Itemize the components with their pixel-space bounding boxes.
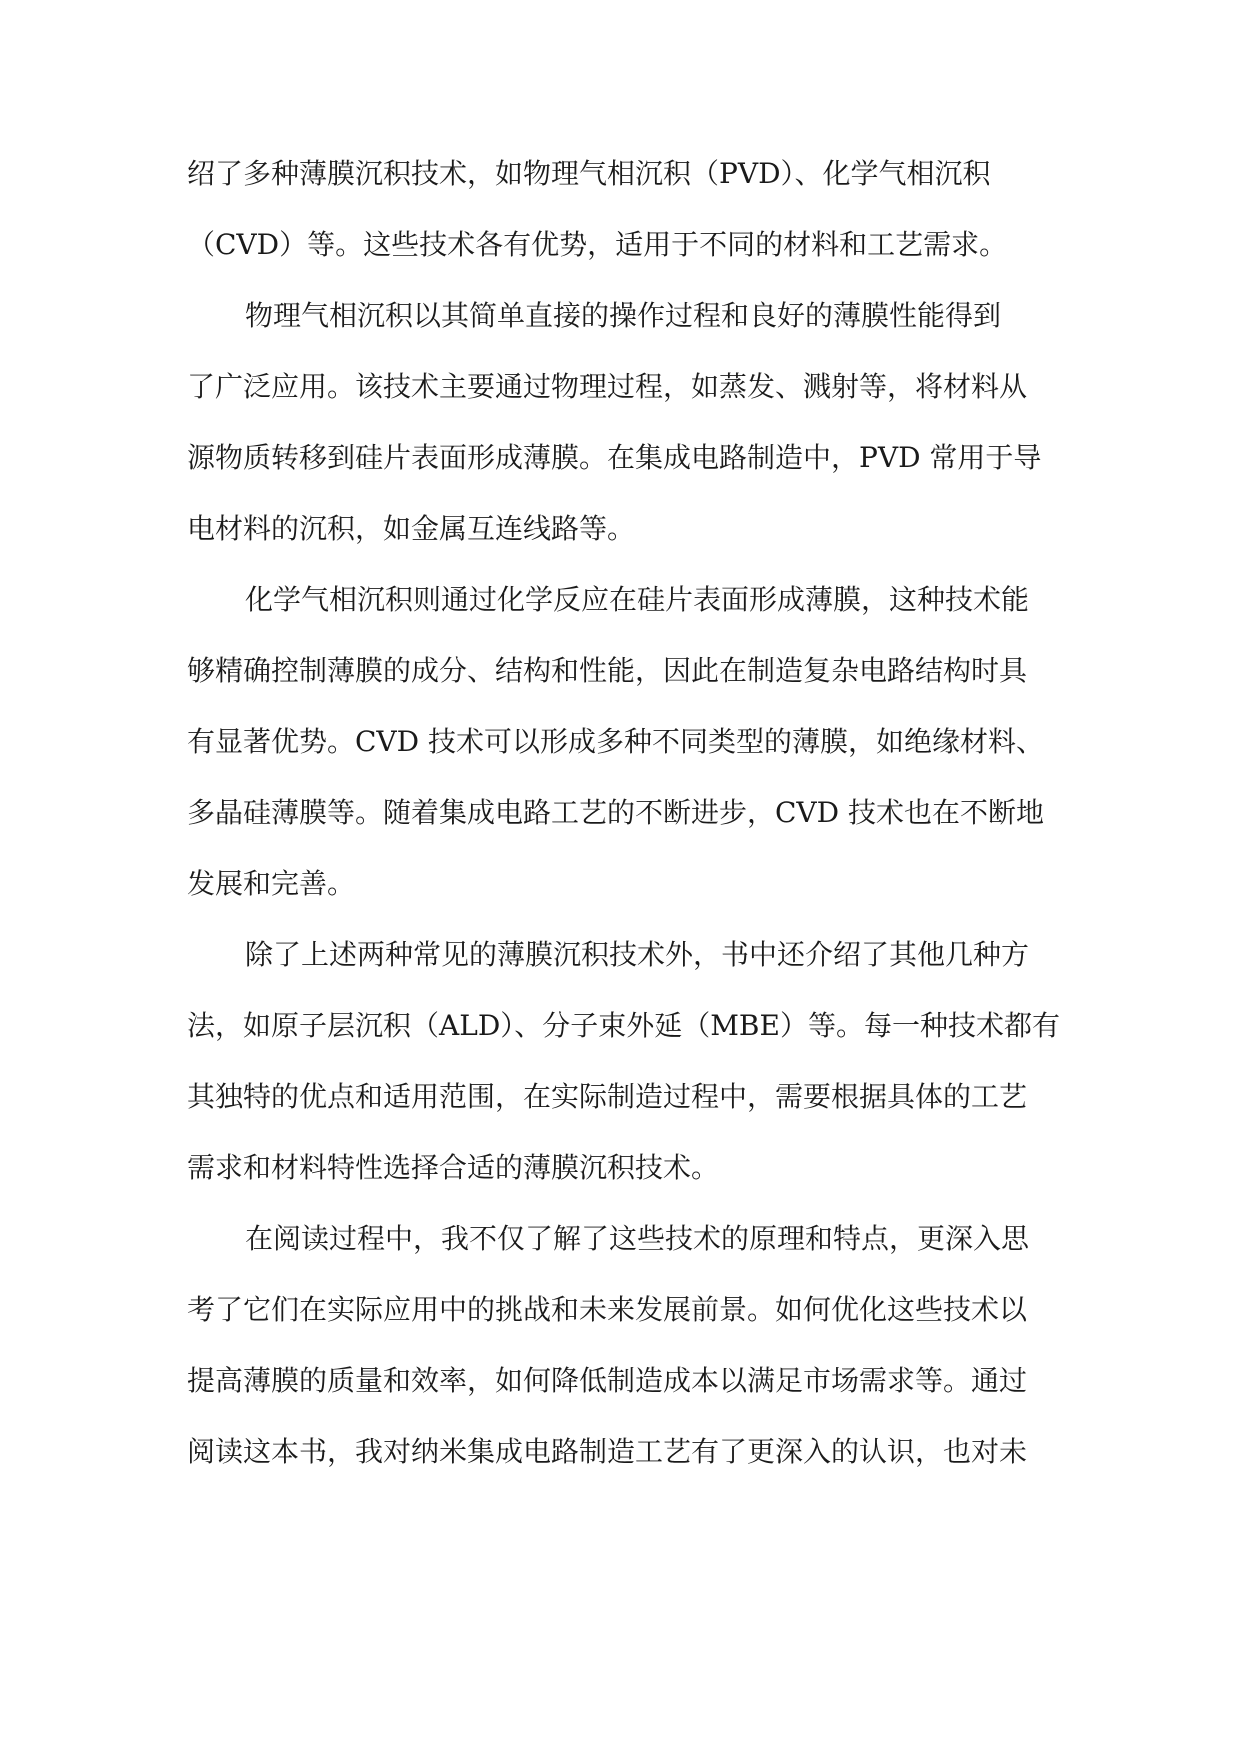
text-line: 提高薄膜的质量和效率，如何降低制造成本以满足市场需求等。通过 (187, 1364, 1028, 1397)
paragraph-start-line: 在阅读过程中，我不仅了解了这些技术的原理和特点，更深入思 (245, 1222, 1030, 1255)
paragraph-start-line: 除了上述两种常见的薄膜沉积技术外，书中还介绍了其他几种方 (245, 938, 1030, 971)
text-line: 多晶硅薄膜等。随着集成电路工艺的不断进步，CVD 技术也在不断地 (187, 796, 1044, 829)
text-line: 法，如原子层沉积（ALD）、分子束外延（MBE）等。每一种技术都有 (187, 1009, 1060, 1042)
paragraph-start-line: 物理气相沉积以其简单直接的操作过程和良好的薄膜性能得到 (245, 299, 1002, 332)
text-line: 发展和完善。 (187, 867, 356, 900)
text-line: 其独特的优点和适用范围，在实际制造过程中，需要根据具体的工艺 (187, 1080, 1028, 1113)
paragraph-start-line: 化学气相沉积则通过化学反应在硅片表面形成薄膜，这种技术能 (245, 583, 1030, 616)
text-line: 了广泛应用。该技术主要通过物理过程，如蒸发、溅射等，将材料从 (187, 370, 1028, 403)
text-line: （CVD）等。这些技术各有优势，适用于不同的材料和工艺需求。 (187, 228, 1008, 261)
text-line: 绍了多种薄膜沉积技术，如物理气相沉积（PVD）、化学气相沉积 (187, 157, 991, 190)
text-line: 阅读这本书，我对纳米集成电路制造工艺有了更深入的认识，也对未 (187, 1435, 1028, 1468)
body-text (187, 138, 1067, 1487)
text-line: 源物质转移到硅片表面形成薄膜。在集成电路制造中，PVD 常用于导 (187, 441, 1042, 474)
text-line: 够精确控制薄膜的成分、结构和性能，因此在制造复杂电路结构时具 (187, 654, 1028, 687)
text-line: 电材料的沉积，如金属互连线路等。 (187, 512, 636, 545)
text-line: 有显著优势。CVD 技术可以形成多种不同类型的薄膜，如绝缘材料、 (187, 725, 1044, 758)
text-line: 需求和材料特性选择合适的薄膜沉积技术。 (187, 1151, 720, 1184)
text-line: 考了它们在实际应用中的挑战和未来发展前景。如何优化这些技术以 (187, 1293, 1028, 1326)
